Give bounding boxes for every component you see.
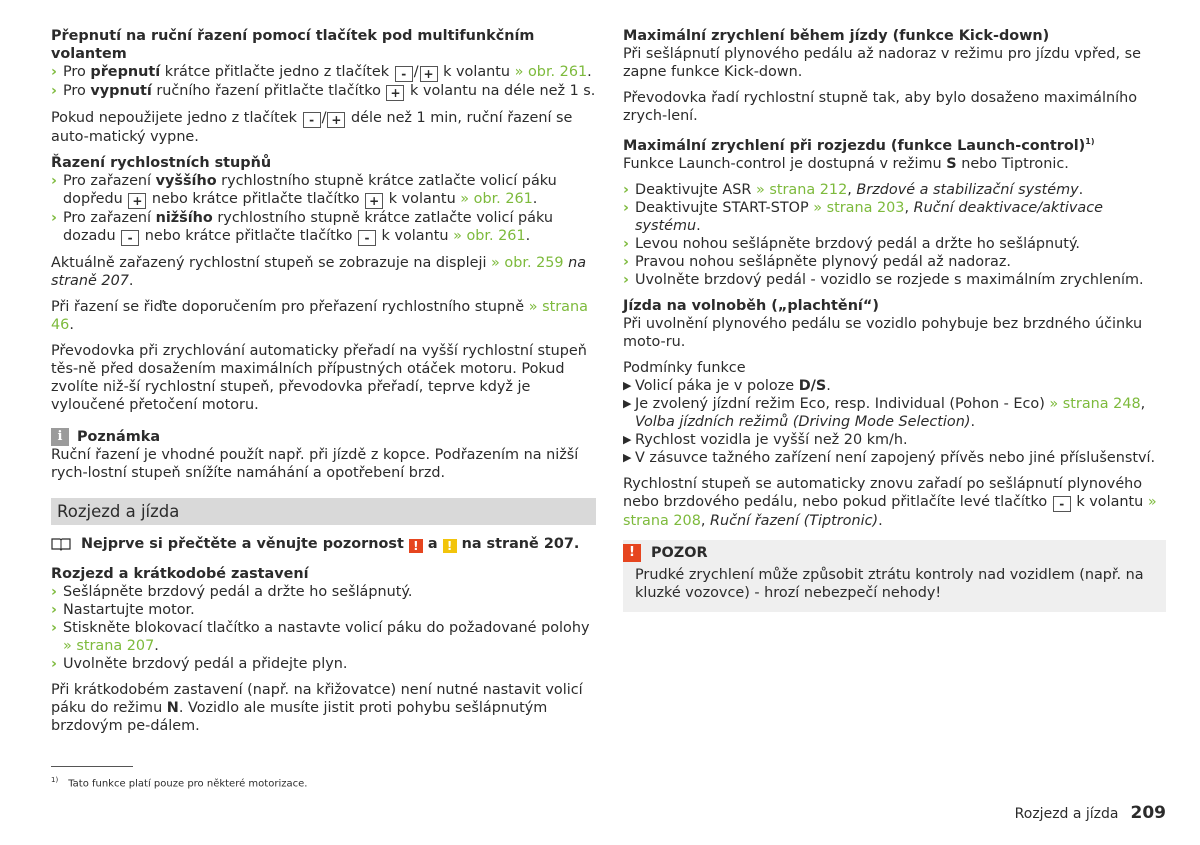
warning-title: POZOR	[651, 544, 708, 561]
condition-item: ▶ Je zvolený jízdní režim Eco, resp. Individual (Pohon - Eco) » strana 248, Volba jízdních režimů (Driving Mode Selection).	[623, 395, 1146, 430]
stop-step: › Stiskněte blokovací tlačítko a nastavte volicí páku do požadované polohy » strana 207.	[51, 620, 590, 654]
footnote	[51, 773, 307, 791]
step-arrow-icon: ›	[51, 210, 57, 226]
warning-text: Prudké zrychlení může způsobit ztrátu kontroly nad vozidlem (např. na kluzké vozovce) - hrozí nebezpečí nehody!	[635, 566, 1144, 601]
step-arrow-icon: ›	[623, 235, 629, 252]
footnote-mark: 1)	[51, 776, 59, 784]
manual-shift-step: › Pro přepnutí krátce přitlačte jedno z tlačítek - / + k volantu » obr. 261.	[51, 64, 592, 81]
accel-paragraph: Převodovka při zrychlování automaticky přeřadí na vyšší rychlostní stupeň těs-ně před dosažením maximálních přípustných otáček motoru. Pokud zvolíte niž-ší rychlostní stupeň, převodovka přeřadí, teprve když je vyloučené přetočení motoru.	[51, 343, 587, 413]
minus-button-icon: -	[303, 112, 321, 128]
page-link[interactable]: » strana 203	[813, 199, 905, 216]
gears-step: › Pro zařazení vyššího rychlostního stupně krátce zatlačte volicí páku dopředu + nebo krátce přitlačte tlačítko + k volantu » obr. 261.	[51, 173, 557, 208]
footer-section-title: Rozjezd a jízda	[1014, 806, 1119, 822]
minus-button-icon: -	[121, 230, 139, 246]
page-link[interactable]: » strana 207	[63, 638, 155, 654]
plus-button-icon: +	[365, 193, 383, 209]
kickdown-text: Při sešlápnutí plynového pedálu až nadoraz v režimu pro jízdu vpřed, se zapne funkce Kick-down.	[623, 46, 1141, 80]
open-book-icon	[51, 537, 71, 551]
condition-item: ▶ V zásuvce tažného zařízení není zapojený přívěs nebo jiné příslušenství.	[623, 449, 1156, 466]
step-arrow-icon: ›	[51, 173, 57, 189]
launch-text: Funkce Launch-control je dostupná v režimu S nebo Tiptronic.	[623, 155, 1069, 172]
warning-icon: !	[623, 544, 641, 562]
step-arrow-icon: ›	[51, 64, 57, 80]
right-column	[623, 27, 1166, 612]
minus-button-icon: -	[358, 230, 376, 246]
footnote-mark: 1)	[1085, 137, 1095, 146]
plus-button-icon: +	[327, 112, 345, 128]
manual-shift-title: Přepnutí na ruční řazení pomocí tlačítek pod multifunkčním volantem	[51, 28, 535, 62]
step-arrow-icon: ›	[51, 656, 57, 672]
kickdown-title: Maximální zrychlení během jízdy (funkce Kick-down)	[623, 28, 1050, 44]
triangle-bullet-icon: ▶	[623, 378, 632, 392]
warning-header	[623, 544, 1154, 562]
gears-title: Řazení rychlostních stupňů	[51, 155, 272, 171]
condition-item: ▶ Rychlost vozidla je vyšší než 20 km/h.	[623, 431, 908, 448]
plus-button-icon: +	[128, 193, 146, 209]
minus-button-icon: -	[1053, 496, 1071, 512]
step-arrow-icon: ›	[51, 584, 57, 600]
page-link[interactable]: » strana 212	[756, 181, 848, 198]
read-first-notice: Nejprve si přečtěte a věnujte pozornost ! a ! na straně 207.	[51, 535, 596, 553]
conditions-title: Podmínky funkce	[623, 359, 746, 376]
page-link[interactable]: » strana 46	[51, 299, 588, 333]
warning-icon: !	[409, 539, 423, 553]
note-title: Poznámka	[77, 429, 161, 445]
recommend-paragraph: Při řazení se řiďte doporučením pro přeřazení rychlostního stupně » strana 46.	[51, 299, 588, 333]
triangle-bullet-icon: ▶	[623, 432, 632, 446]
stop-title: Rozjezd a krátkodobé zastavení	[51, 566, 309, 582]
figure-link[interactable]: » obr. 261	[460, 191, 533, 207]
manual-shift-step: › Pro vypnutí ručního řazení přitlačte tlačítko + k volantu na déle než 1 s.	[51, 83, 596, 100]
display-paragraph: Aktuálně zařazený rychlostní stupeň se zobrazuje na displeji » obr. 259 na straně 207.	[51, 255, 587, 289]
section-title-bar	[51, 498, 596, 525]
footnote-divider	[51, 766, 133, 767]
gears-step: › Pro zařazení nižšího rychlostního stupně krátce zatlačte volicí páku dozadu - nebo krátce přitlačte tlačítko - k volantu » obr. 261.	[51, 210, 553, 245]
coast-end-paragraph: Rychlostní stupeň se automaticky znovu zařadí po sešlápnutí plynového nebo brzdového pedálu, nebo pokud přitlačíte levé tlačítko - k volantu » strana 208, Ruční řazení (Tiptronic).	[623, 475, 1157, 529]
triangle-bullet-icon: ▶	[623, 450, 632, 464]
stop-step: › Sešlápněte brzdový pedál a držte ho sešlápnutý.	[51, 584, 413, 600]
launch-step: › Uvolněte brzdový pedál - vozidlo se rozjede s maximálním zrychlením.	[623, 271, 1144, 288]
caution-icon: !	[443, 539, 457, 553]
plus-button-icon: +	[420, 66, 438, 82]
manual-idle-paragraph: Pokud nepoužijete jedno z tlačítek - / + déle než 1 min, ruční řazení se auto-matický vypne.	[51, 110, 573, 145]
plus-button-icon: +	[386, 85, 404, 101]
step-arrow-icon: ›	[623, 199, 629, 216]
page-footer	[1015, 804, 1166, 823]
left-column	[51, 27, 596, 735]
step-arrow-icon: ›	[623, 181, 629, 198]
info-icon: i	[51, 428, 69, 446]
coast-text: Při uvolnění plynového pedálu se vozidlo pohybuje bez brzdného účinku moto-ru.	[623, 315, 1143, 350]
kickdown-paragraph: Převodovka řadí rychlostní stupně tak, aby bylo dosaženo maximálního zrych-lení.	[623, 90, 1138, 124]
step-arrow-icon: ›	[623, 253, 629, 270]
step-arrow-icon: ›	[51, 620, 57, 636]
minus-button-icon: -	[395, 66, 413, 82]
warning-box	[623, 540, 1166, 612]
launch-step: › Pravou nohou sešlápněte plynový pedál až nadoraz.	[623, 253, 1011, 270]
section-title: Rozjezd a jízda	[57, 502, 180, 521]
coast-title: Jízda na volnoběh („plachtění“)	[623, 297, 879, 314]
page-link[interactable]: » strana 208	[623, 493, 1157, 529]
triangle-bullet-icon: ▶	[623, 396, 632, 410]
page-number: 209	[1130, 803, 1166, 823]
short-stop-paragraph: Při krátkodobém zastavení (např. na křižovatce) není nutné nastavit volicí páku do režimu N. Vozidlo ale musíte jistit proti pohybu sešlápnutým brzdovým pe-dálem.	[51, 682, 583, 734]
note-header	[51, 428, 596, 446]
page-link[interactable]: » strana 248	[1049, 395, 1141, 412]
figure-link[interactable]: » obr. 261	[514, 64, 588, 80]
step-arrow-icon: ›	[51, 602, 57, 618]
note-text: Ruční řazení je vhodné použít např. při jízdě z kopce. Podřazením na nižší rych-lostní stupeň snížíte namáhání a opotřebení brzd.	[51, 447, 579, 481]
launch-step: › Deaktivujte ASR » strana 212, Brzdové a stabilizační systémy.	[623, 181, 1084, 198]
figure-link[interactable]: » obr. 261	[453, 228, 526, 244]
step-arrow-icon: ›	[623, 271, 629, 288]
condition-item: ▶ Volicí páka je v poloze D/S.	[623, 377, 831, 394]
launch-step: › Levou nohou sešlápněte brzdový pedál a držte ho sešlápnutý.	[623, 235, 1080, 252]
footnote-text: Tato funkce platí pouze pro některé motorizace.	[68, 778, 308, 790]
step-arrow-icon: ›	[51, 83, 57, 99]
launch-step: › Deaktivujte START-STOP » strana 203, Ruční deaktivace/aktivace systému.	[623, 199, 1103, 234]
launch-title: Maximální zrychlení při rozjezdu (funkce Launch-control)$^{1)}$	[623, 137, 1095, 154]
figure-link[interactable]: » obr. 259	[491, 255, 564, 271]
stop-step: › Nastartujte motor.	[51, 602, 195, 618]
stop-step: › Uvolněte brzdový pedál a přidejte plyn.	[51, 656, 348, 672]
